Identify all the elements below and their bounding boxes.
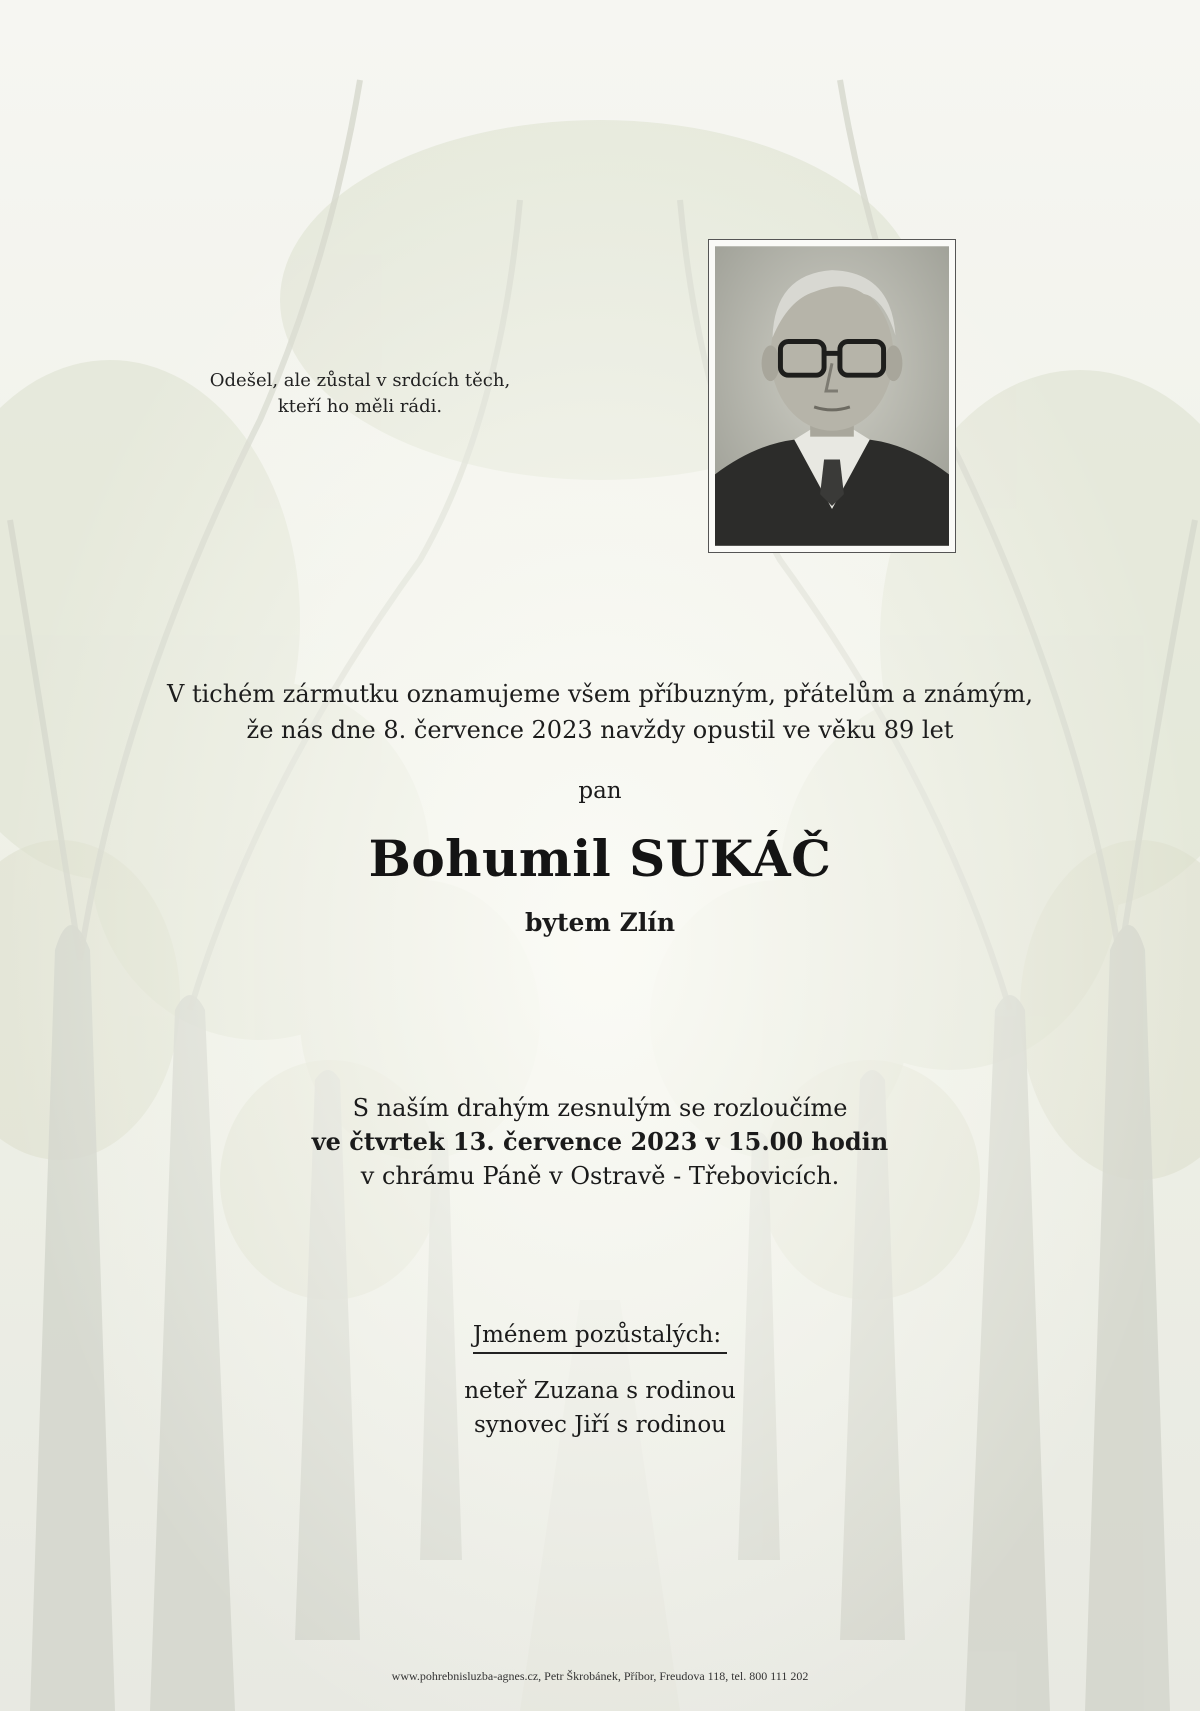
mourners-list bbox=[0, 1374, 1200, 1442]
motto-line: Odešel, ale zůstal v srdcích těch, bbox=[209, 370, 511, 391]
funeral-service-footer: www.pohrebnisluzba-agnes.cz, Petr Škrobánek, Příbor, Freudova 118, tel. 800 111 202 bbox=[391, 1669, 809, 1683]
farewell-details bbox=[0, 1091, 1200, 1193]
announcement-line: V tichém zármutku oznamujeme všem příbuzným, přátelům a známým, bbox=[166, 680, 1034, 708]
farewell-location: v chrámu Páně v Ostravě - Třebovicích. bbox=[360, 1162, 840, 1190]
farewell-datetime: ve čtvrtek 13. července 2023 v 15.00 hodin bbox=[311, 1127, 889, 1156]
motto-line: kteří ho měli rádi. bbox=[277, 396, 443, 417]
mourners-heading-text: Jménem pozůstalých: bbox=[473, 1320, 727, 1354]
deceased-residence: bytem Zlín bbox=[524, 908, 676, 937]
list-item: synovec Jiří s rodinou bbox=[473, 1412, 726, 1438]
motto bbox=[160, 368, 560, 420]
announcement bbox=[0, 676, 1200, 748]
list-item: neteř Zuzana s rodinou bbox=[464, 1378, 736, 1404]
farewell-line: S naším drahým zesnulým se rozloučíme bbox=[352, 1094, 848, 1122]
deceased-name: Bohumil SUKÁČ bbox=[368, 829, 832, 888]
announcement-line: že nás dne 8. července 2023 navždy opustil ve věku 89 let bbox=[246, 716, 954, 744]
mourners-heading bbox=[0, 1320, 1200, 1354]
honorific: pan bbox=[578, 778, 622, 804]
portrait-photo bbox=[708, 239, 956, 553]
portrait-photo-icon bbox=[715, 246, 949, 546]
